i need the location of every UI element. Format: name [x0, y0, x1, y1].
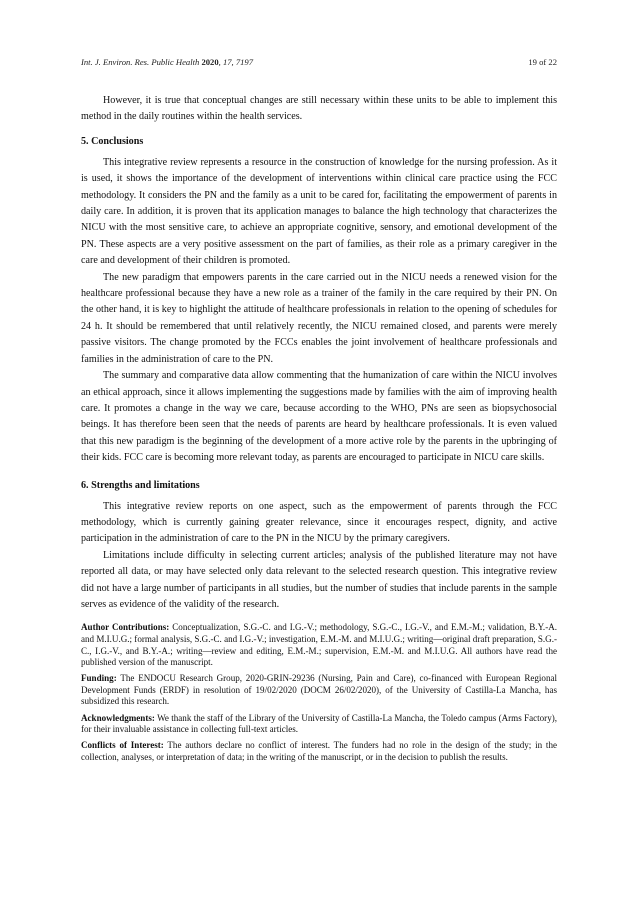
acknowledgments-label: Acknowledgments: [81, 712, 155, 723]
section-heading-conclusions: 5. Conclusions [81, 135, 144, 147]
article-body [81, 93, 557, 768]
funding-label: Funding: [81, 673, 117, 684]
back-matter [81, 622, 557, 763]
acknowledgments-text: We thank the staff of the Library of the University of Castilla-La Mancha, the Toledo campus (Arms Factory), for their invaluable assistance in collecting full-text articles. [81, 712, 557, 735]
funding [81, 673, 557, 708]
journal-year: 2020 [201, 57, 219, 67]
conflicts-text: The authors declare no conflict of interest. The funders had no role in the design of the study; in the collection, analyses, or interpretation of data; in the writing of the manuscript, or in the decision to publish the results. [81, 740, 557, 762]
author-contributions [81, 622, 557, 668]
intro-paragraph: However, it is true that conceptual changes are still necessary within these units to be able to implement this method in the daily routines within the health services. [81, 95, 557, 123]
journal-citation [81, 57, 253, 67]
conflicts-of-interest [81, 740, 557, 763]
conclusions-paragraph: The summary and comparative data allow commenting that the humanization of care within the NICU involves an ethical approach, since it allows implementing the suggestions made by families with the aim of improving health care. It promotes a change in the way we care, because according to the WHO, PNs are seen as biopsychosocial beings. It has therefore been seen that the needs of parents are heard by healthcare professionals. It is even valued that this new paradigm is the beginning of the development of a more active role by the parents in the upbringing of their kids. FCC care is becoming more relevant today, as parents are encouraged to participate in NICU care skills. [81, 370, 557, 464]
author-contributions-label: Author Contributions: [81, 622, 170, 633]
journal-name: Int. J. Environ. Res. Public Health [81, 57, 200, 67]
acknowledgments [81, 713, 557, 736]
section-heading-strengths: 6. Strengths and limitations [81, 479, 200, 491]
strengths-paragraph: Limitations include difficulty in selecting current articles; analysis of the published literature may not have reported all data, or may have selected only data relevant to the selected research question. This integrative review did not have a large number of participants in all studies, but the number of studies that include parents in the sample serves as evidence of the validity of the research. [81, 549, 557, 610]
conclusions-paragraph: The new paradigm that empowers parents in the care carried out in the NICU needs a renewed vision for the healthcare professional because they have a new role as a trainer of the family in the care required by their PN. On the other hand, it is key to highlight the attitude of healthcare professionals in relation to the opening of schedules for 24 h. It should be remembered that until relatively recently, the NICU remained closed, and parents were merely passive visitors. The change promoted by the FCCs enables the joint involvement of healthcare professionals and families in the administration of care to the PN. [81, 271, 557, 365]
page-header [81, 57, 557, 67]
journal-volume: , 17, 7197 [218, 57, 254, 67]
strengths-paragraph: This integrative review reports on one aspect, such as the empowerment of parents through the FCC methodology, which is currently gaining greater relevance, since it encourages respect, dignity, and active participation in the administration of care to the PN in the NICU by the primary caregivers. [81, 500, 557, 545]
author-contributions-text: Conceptualization, S.G.-C. and I.G.-V.; methodology, S.G.-C., I.G.-V., and E.M.-M.; validation, B.Y.-A. and M.I.U.G.; formal analysis, S.G.-C. and I.G.-V.; investigation, E.M.-M. and M.I.U.G.; writing—original draft preparation, S.G.-C., I.G.-V., and B.Y.-A.; writing—review and editing, E.M.-M.; supervision, E.M.-M. and M.I.U.G. All authors have read the published version of the manuscript. [81, 622, 558, 668]
conclusions-paragraph: This integrative review represents a resource in the construction of knowledge for the nursing profession. As it is used, it shows the importance of the development of interventions within clinical care practice using the FCC methodology. It considers the PN and the family as a unit to be cared for, facilitating the empowerment of parents in daily care. In addition, it is proven that its application manages to balance the high technology that characterizes the NICU with the most sensitive care, to achieve an appropriate cognitive, sensory, and emotional development of the PN. These aspects are a very positive assessment on the part of families, as their role as a primary caregiver in the care and development of their children is promoted. [81, 156, 557, 267]
page-number: 19 of 22 [528, 57, 557, 67]
funding-text: The ENDOCU Research Group, 2020-GRIN-29236 (Nursing, Pain and Care), co-financed with European Regional Development Funds (ERDF) in resolution of 19/02/2020 (DOCM 26/02/2020), of the University of Castilla-La Mancha, has subsidized this research. [81, 673, 557, 707]
conflicts-label: Conflicts of Interest: [81, 740, 164, 751]
